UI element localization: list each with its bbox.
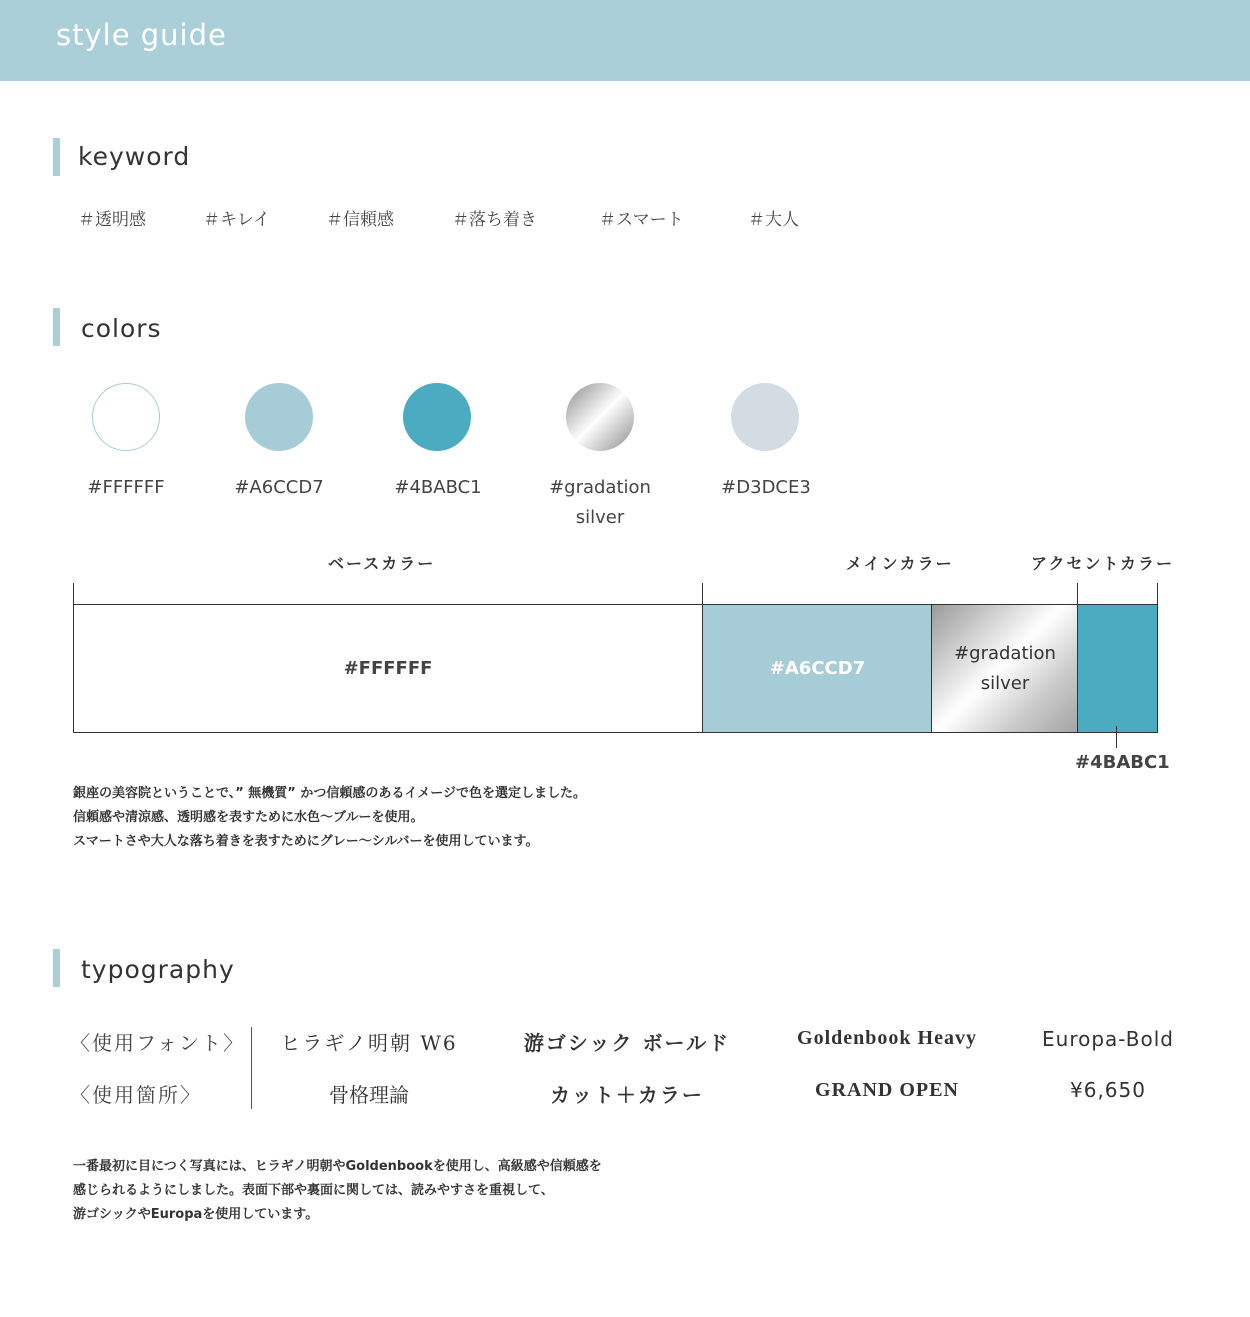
bar-tick — [702, 583, 703, 606]
font-hiragino-mincho: ヒラギノ明朝 W6 — [280, 1031, 458, 1055]
base-color-label: ベースカラー — [328, 554, 436, 573]
typo-row-label-usage: 〈使用箇所〉 — [70, 1083, 202, 1107]
colors-note — [73, 782, 586, 854]
colors-section-title: colors — [81, 314, 162, 343]
swatch-code-line2: silver — [575, 507, 625, 528]
note-line: 一番最初に目につく写真には、ヒラギノ明朝やGoldenbookを使用し、高級感や信頼感を — [73, 1159, 602, 1174]
swatch-code: #4BABC1 — [394, 477, 482, 498]
keyword-item: ＃透明感 — [78, 210, 146, 230]
bar-segment-main — [702, 605, 932, 732]
swatch-white — [92, 383, 160, 451]
accent-pointer-line — [1116, 726, 1117, 748]
bar-segment-base-code: #FFFFFF — [343, 658, 433, 679]
swatch-code: #FFFFFF — [87, 477, 165, 498]
keyword-item: ＃キレイ — [203, 210, 270, 230]
note-line: 銀座の美容院ということで、” 無機質” かつ信頼感のあるイメージで色を選定しました。 — [73, 786, 586, 801]
typography-note — [73, 1155, 602, 1227]
note-line: スマートさや大人な落ち着きを表すためにグレー〜シルバーを使用しています。 — [73, 834, 539, 849]
page-title: style guide — [56, 18, 227, 52]
keyword-item: ＃信頼感 — [326, 210, 394, 230]
bar-segment-silver-code2: silver — [980, 672, 1030, 694]
accent-color-label: アクセントカラー — [1031, 554, 1175, 573]
swatch-blue — [403, 383, 471, 451]
accent-code: #4BABC1 — [1075, 752, 1170, 773]
bar-segment-silver-code: #gradation — [954, 642, 1056, 664]
font-europa-bold: Europa-Bold — [1042, 1027, 1174, 1051]
keyword-item: ＃大人 — [748, 210, 799, 230]
bar-segment-main-code: #A6CCD7 — [769, 658, 866, 679]
keyword-section-bar — [53, 138, 60, 176]
usage-europa-bold: ¥6,650 — [1070, 1078, 1146, 1102]
bar-segment-accent — [1077, 605, 1157, 732]
swatch-code: #A6CCD7 — [234, 477, 324, 498]
usage-yu-gothic-bold: カット＋カラー — [550, 1083, 704, 1107]
swatch-code-line1: #gradation — [549, 477, 651, 498]
swatch-code — [535, 473, 665, 533]
keyword-item: ＃落ち着き — [452, 210, 537, 230]
swatch-code: #D3DCE3 — [721, 477, 811, 498]
colors-section-bar — [53, 308, 60, 346]
note-line: 游ゴシックやEuropaを使用しています。 — [73, 1207, 319, 1222]
bar-tick — [73, 583, 74, 606]
note-line: 感じられるようにしました。表面下部や裏面に関しては、読みやすさを重視して、 — [73, 1183, 554, 1198]
font-yu-gothic-bold: 游ゴシック ボールド — [523, 1031, 731, 1055]
note-line: 信頼感や清涼感、透明感を表すために水色〜ブルーを使用。 — [73, 810, 424, 825]
keyword-section-title: keyword — [78, 142, 191, 171]
typography-section-title: typography — [81, 955, 235, 984]
usage-hiragino-mincho: 骨格理論 — [329, 1083, 409, 1107]
typography-section-bar — [53, 949, 60, 987]
swatch-gradation-silver — [566, 383, 634, 451]
main-color-label: メインカラー — [846, 554, 954, 573]
font-goldenbook-heavy: Goldenbook Heavy — [797, 1027, 977, 1049]
bar-tick — [1077, 583, 1078, 606]
bar-segment-silver — [931, 605, 1078, 732]
bar-tick — [1157, 583, 1158, 606]
keyword-item: ＃スマート — [599, 210, 684, 230]
usage-goldenbook-heavy: GRAND OPEN — [815, 1079, 959, 1101]
typo-row-label-fonts: 〈使用フォント〉 — [70, 1031, 245, 1055]
bar-segment-base — [74, 605, 702, 732]
swatch-light-blue — [245, 383, 313, 451]
swatch-grey — [731, 383, 799, 451]
